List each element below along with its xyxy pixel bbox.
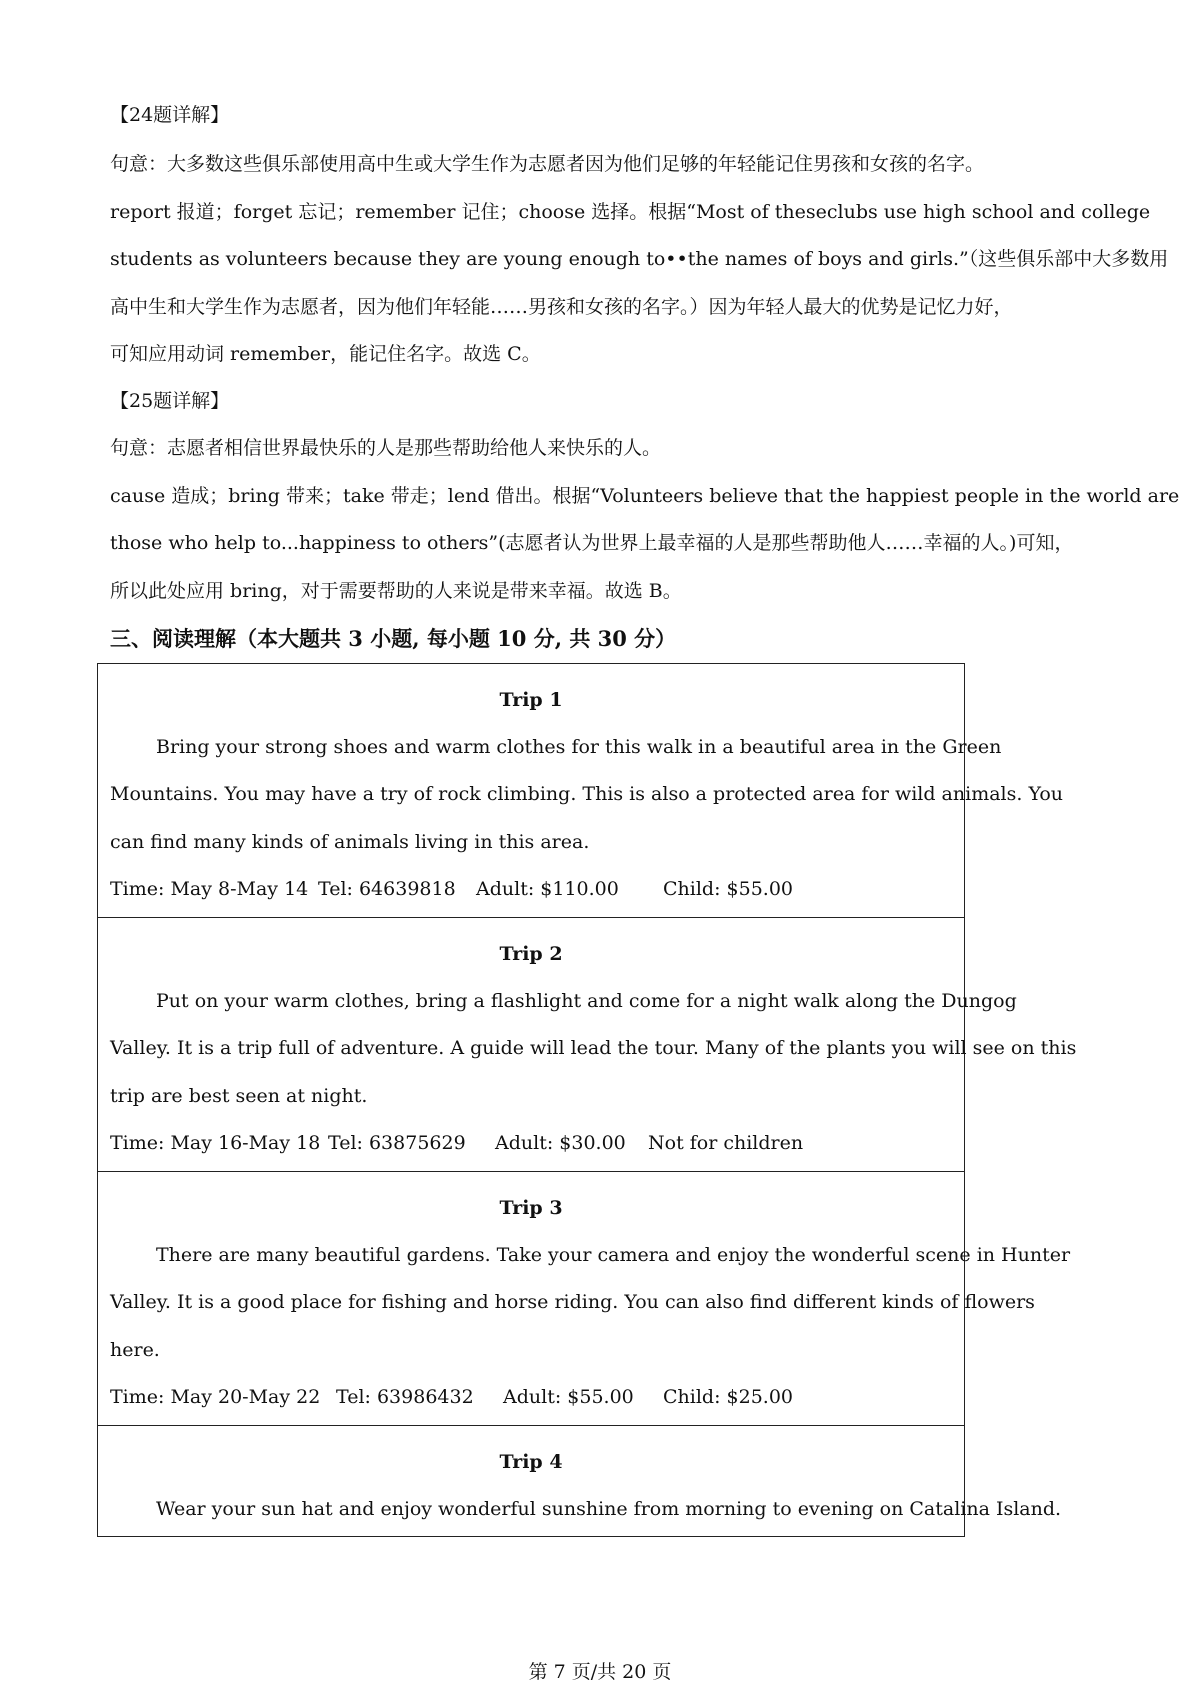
trip-text: can find many kinds of animals living in this area. [110, 831, 590, 853]
q25-title: 【25题详解】 [110, 390, 230, 412]
trip-text: Bring your strong shoes and warm clothes for this walk in a beautiful area in the Green [156, 736, 1002, 758]
q24-line: students as volunteers because they are young enough to••the names of boys and girls.”（这些俱乐部中大多数用 [110, 248, 1169, 270]
trip-box [98, 1426, 1062, 1536]
trip-child-price: Child: $55.00 [663, 878, 794, 900]
trip-adult-price: Adult: $30.00 [495, 1132, 626, 1154]
trip-text: Wear your sun hat and enjoy wonderful sunshine from morning to evening on Catalina Island. [156, 1498, 1062, 1520]
q25-line: those who help to...happiness to others”(志愿者认为世界上最幸福的人是那些帮助他人……幸福的人。)可知， [110, 532, 1074, 554]
trip-time: Time: May 16-May 18 [110, 1132, 321, 1154]
trip-tel: Tel: 64639818 [318, 878, 456, 900]
q24-line: 句意：大多数这些俱乐部使用高中生或大学生作为志愿者因为他们足够的年轻能记住男孩和女孩的名字。 [110, 153, 985, 175]
trip-box [98, 1172, 1071, 1426]
trip-tel: Tel: 63986432 [336, 1386, 474, 1408]
q24-title: 【24题详解】 [110, 104, 230, 126]
trip-text: here. [110, 1339, 160, 1361]
trip-text: Valley. It is a good place for fishing and horse riding. You can also find different kinds of flowers [110, 1291, 1035, 1313]
q24-line: 可知应用动词 remember，能记住名字。故选 C。 [110, 343, 541, 365]
trip-adult-price: Adult: $110.00 [476, 878, 619, 900]
q24-line: report 报道；forget 忘记；remember 记住；choose 选择。根据“Most of theseclubs use high school and college [110, 201, 1151, 223]
trip-text: Valley. It is a trip full of adventure. A guide will lead the tour. Many of the plants you will see on this [110, 1037, 1077, 1059]
trip-text: Mountains. You may have a try of rock climbing. This is also a protected area for wild animals. You [110, 783, 1064, 805]
trip-tel: Tel: 63875629 [328, 1132, 466, 1154]
page-number: 第 7 页/共 20 页 [528, 1661, 672, 1683]
trip-text: There are many beautiful gardens. Take your camera and enjoy the wonderful scene in Hunter [156, 1244, 1071, 1266]
trip-text: trip are best seen at night. [110, 1085, 368, 1107]
trip-title: Trip 2 [499, 943, 563, 965]
trip-child-price: Child: $25.00 [663, 1386, 794, 1408]
q25-line: 句意：志愿者相信世界最快乐的人是那些帮助给他人来快乐的人。 [110, 437, 662, 459]
trip-box [98, 918, 1077, 1172]
trips-table [97, 663, 1077, 1537]
trip-child-price: Not for children [648, 1132, 804, 1154]
trip-box [98, 664, 1064, 918]
trip-title: Trip 4 [499, 1451, 563, 1473]
trip-adult-price: Adult: $55.00 [503, 1386, 634, 1408]
q24-line: 高中生和大学生作为志愿者，因为他们年轻能……男孩和女孩的名字。）因为年轻人最大的优势是记忆力好， [110, 296, 1013, 318]
trip-time: Time: May 8-May 14 [110, 878, 309, 900]
trip-text: Put on your warm clothes, bring a flashlight and come for a night walk along the Dungog [156, 990, 1017, 1012]
trip-title: Trip 3 [499, 1197, 563, 1219]
trip-title: Trip 1 [499, 689, 563, 711]
q25-line: cause 造成；bring 带来；take 带走；lend 借出。根据“Volunteers believe that the happiest people in the world are [110, 485, 1180, 507]
trip-time: Time: May 20-May 22 [110, 1386, 321, 1408]
q25-line: 所以此处应用 bring，对于需要帮助的人来说是带来幸福。故选 B。 [110, 580, 682, 602]
section-heading: 三、阅读理解（本大题共 3 小题, 每小题 10 分, 共 30 分） [110, 626, 677, 651]
